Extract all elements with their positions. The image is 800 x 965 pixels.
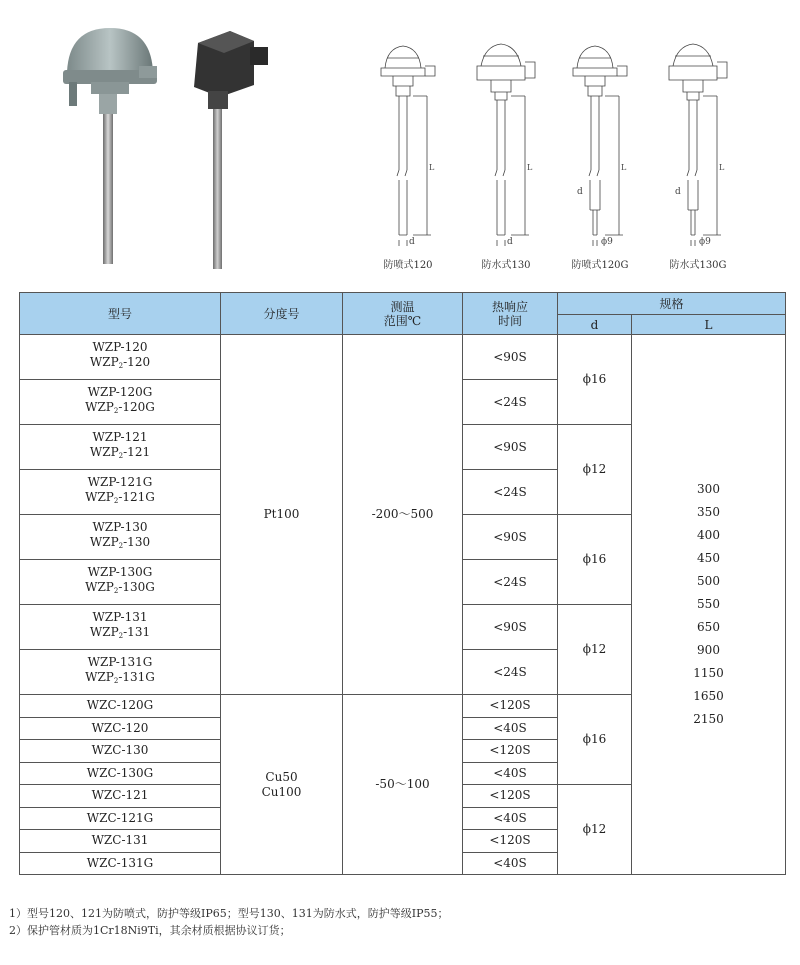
model-line2: [20, 580, 220, 599]
drawing-caption: 防喷式120G: [571, 260, 629, 271]
model-line2: [20, 400, 220, 419]
L-value: 900: [697, 643, 720, 657]
model-prefix: WZP: [85, 490, 114, 504]
model-sub: 2: [113, 587, 119, 595]
model-cell: WZC-120: [20, 717, 221, 740]
dim-L-label: L: [621, 163, 627, 172]
response-cell: <120S: [463, 785, 558, 808]
response-cell: <24S: [463, 650, 558, 695]
model-line2: [20, 670, 220, 689]
model-line1: WZP-120G: [87, 385, 153, 399]
L-value: 2150: [693, 712, 724, 726]
table-row: [20, 335, 786, 380]
range-cu: -50～100: [343, 695, 463, 875]
model-prefix: WZP: [89, 535, 119, 549]
model-cell: WZC-130: [20, 740, 221, 763]
L-value: 500: [697, 574, 720, 588]
model-cell: [20, 515, 221, 560]
d-cell: ϕ12: [558, 605, 632, 695]
model-sub: 2: [118, 542, 124, 550]
graduation-cu100: Cu100: [261, 784, 302, 799]
response-cell: <90S: [463, 335, 558, 380]
model-prefix: WZP: [85, 400, 114, 414]
model-cell: WZC-120G: [20, 695, 221, 718]
header-range-line2: 范围℃: [383, 313, 422, 328]
footnotes: [9, 905, 448, 939]
drawing-figure: [655, 30, 755, 255]
dim-phi-label: ϕ9: [601, 237, 613, 247]
model-line2: [20, 490, 220, 509]
L-value: 650: [697, 620, 720, 634]
footnote-2: 2）保护管材质为1Cr18Ni9Ti，其余材质根据协议订货；: [9, 924, 291, 937]
model-cell: WZC-121: [20, 785, 221, 808]
d-cell: ϕ16: [558, 335, 632, 425]
model-line1: WZP-130: [92, 520, 148, 534]
response-cell: <24S: [463, 380, 558, 425]
model-suffix: -120: [123, 355, 151, 369]
range-pt100: -200～500: [343, 335, 463, 695]
model-line1: WZP-131G: [87, 655, 153, 669]
drawing-figure: [557, 30, 657, 255]
model-line1: WZP-121: [92, 430, 148, 444]
response-cell: <90S: [463, 605, 558, 650]
drawing-caption: 防水式130: [481, 260, 531, 271]
black-junction-box-photo: [180, 25, 275, 270]
model-line2: [20, 535, 220, 554]
spec-table: [19, 292, 786, 875]
model-sub: 2: [118, 362, 124, 370]
model-prefix: WZP: [85, 670, 114, 684]
dim-d-label: d: [577, 187, 583, 197]
L-value: 550: [697, 597, 720, 611]
model-prefix: WZP: [89, 355, 119, 369]
graduation-cu: [221, 695, 343, 875]
drawing-spray-proof-120G: [557, 30, 657, 280]
model-sub: 2: [113, 407, 119, 415]
model-sub: 2: [113, 497, 119, 505]
drawing-caption: 防喷式120: [383, 260, 433, 271]
header-response-line2: 时间: [497, 313, 522, 328]
L-value: 400: [697, 528, 720, 542]
model-cell: [20, 425, 221, 470]
model-line2: [20, 625, 220, 644]
header-range-line1: 测温: [390, 299, 415, 314]
drawing-caption: 防水式130G: [669, 260, 727, 271]
response-cell: <24S: [463, 470, 558, 515]
model-cell: WZC-130G: [20, 762, 221, 785]
model-suffix: -121G: [118, 490, 155, 504]
header-graduation: 分度号: [221, 293, 343, 335]
model-cell: [20, 650, 221, 695]
dim-L-label: L: [719, 163, 725, 172]
response-cell: <120S: [463, 695, 558, 718]
model-suffix: -131G: [118, 670, 155, 684]
header-L: L: [632, 315, 786, 335]
response-cell: <90S: [463, 515, 558, 560]
model-prefix: WZP: [89, 625, 119, 639]
model-suffix: -131: [123, 625, 151, 639]
dim-phi-label: ϕ9: [699, 237, 711, 247]
dim-L-label: L: [429, 163, 435, 172]
model-line1: WZP-130G: [87, 565, 153, 579]
d-cell: ϕ12: [558, 785, 632, 875]
dim-d-label: d: [409, 237, 415, 247]
model-suffix: -121: [123, 445, 151, 459]
header-d: d: [558, 315, 632, 335]
model-cell: [20, 560, 221, 605]
dim-d-label: d: [507, 237, 513, 247]
header-model: 型号: [20, 293, 221, 335]
model-cell: [20, 605, 221, 650]
model-line1: WZP-131: [92, 610, 148, 624]
footnote-1: 1）型号120、121为防喷式，防护等级IP65；型号130、131为防水式，防护等级IP55；: [9, 907, 449, 920]
model-line1: WZP-120: [92, 340, 148, 354]
model-cell: [20, 335, 221, 380]
response-cell: <40S: [463, 852, 558, 875]
response-cell: <40S: [463, 717, 558, 740]
model-cell: [20, 470, 221, 515]
dimension-drawings: [355, 30, 775, 280]
d-cell: ϕ16: [558, 515, 632, 605]
response-cell: <24S: [463, 560, 558, 605]
response-cell: <120S: [463, 740, 558, 763]
response-cell: <40S: [463, 762, 558, 785]
model-line1: WZP-121G: [87, 475, 153, 489]
L-value: 350: [697, 505, 720, 519]
drawing-figure: [365, 30, 465, 255]
model-suffix: -130: [123, 535, 151, 549]
model-line2: [20, 355, 220, 374]
model-sub: 2: [118, 452, 124, 460]
L-values-cell: [632, 335, 786, 875]
dim-L-label: L: [527, 163, 533, 172]
drawing-spray-proof-120: [365, 30, 465, 280]
model-cell: WZC-121G: [20, 807, 221, 830]
L-value: 450: [697, 551, 720, 565]
model-cell: WZC-131G: [20, 852, 221, 875]
L-values-list: [632, 478, 785, 731]
L-value: 1650: [693, 689, 724, 703]
model-prefix: WZP: [89, 445, 119, 459]
drawing-figure: [463, 30, 563, 255]
drawing-waterproof-130: [463, 30, 563, 280]
header-response: [463, 293, 558, 335]
model-cell: [20, 380, 221, 425]
model-prefix: WZP: [85, 580, 114, 594]
response-cell: <120S: [463, 830, 558, 853]
graduation-pt100: Pt100: [221, 335, 343, 695]
response-cell: <40S: [463, 807, 558, 830]
gray-junction-box-photo: [55, 20, 165, 270]
model-suffix: -130G: [118, 580, 155, 594]
header-spec: 规格: [558, 293, 786, 315]
model-cell: WZC-131: [20, 830, 221, 853]
header-response-line1: 热响应: [491, 299, 528, 314]
model-line2: [20, 445, 220, 464]
model-sub: 2: [118, 632, 124, 640]
header-range: [343, 293, 463, 335]
model-sub: 2: [113, 677, 119, 685]
response-cell: <90S: [463, 425, 558, 470]
model-suffix: -120G: [118, 400, 155, 414]
L-value: 1150: [693, 666, 724, 680]
dim-d-label: d: [675, 187, 681, 197]
d-cell: ϕ12: [558, 425, 632, 515]
drawing-waterproof-130G: [655, 30, 755, 280]
graduation-cu50: Cu50: [265, 769, 298, 784]
L-value: 300: [697, 482, 720, 496]
d-cell: ϕ16: [558, 695, 632, 785]
